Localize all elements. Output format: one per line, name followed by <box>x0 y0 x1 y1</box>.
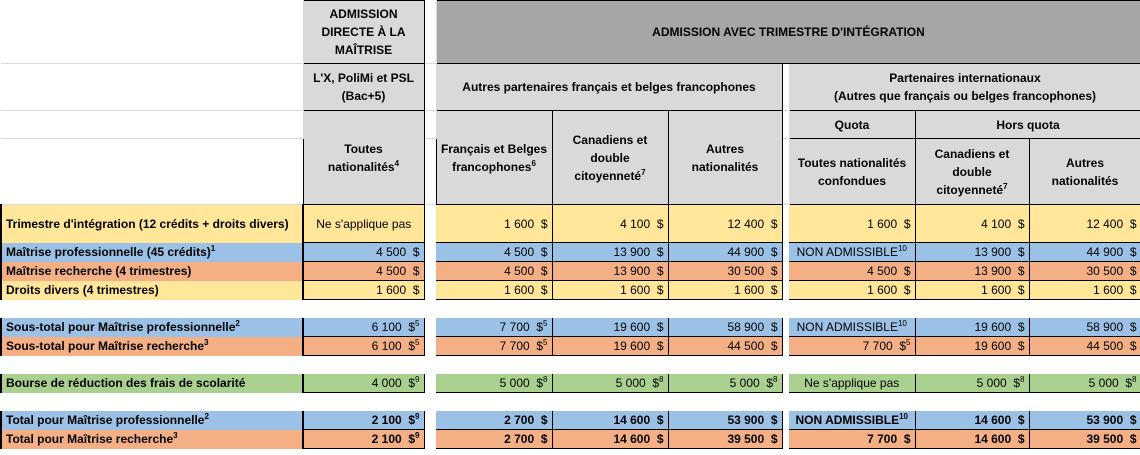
empty-cell <box>789 300 915 318</box>
spacer-cell <box>424 111 436 139</box>
cell-value: 1 600 $ <box>504 283 548 297</box>
spacer-cell <box>782 111 789 139</box>
value-cell[interactable] <box>789 430 915 449</box>
gap-row <box>1 393 1140 411</box>
spacer-cell <box>782 318 789 337</box>
value-cell[interactable] <box>668 411 782 430</box>
canadiens-double-label: Canadiens et double citoyenneté <box>572 132 648 183</box>
cell-value: 1 600 $ <box>1093 283 1137 297</box>
francais-belges-label: Français et Belges francophones <box>440 141 548 174</box>
footnote-ref: 2 <box>235 319 240 328</box>
spacer-cell <box>424 1 436 64</box>
spacer-cell <box>782 430 789 449</box>
value-cell[interactable] <box>668 374 782 393</box>
spacer-cell <box>424 337 436 356</box>
header-canadiens-double-2[interactable] <box>915 139 1029 205</box>
spacer-cell <box>782 243 789 262</box>
row-label[interactable] <box>1 337 303 356</box>
value-cell[interactable] <box>1029 205 1140 243</box>
cell-value: 5 000 $ <box>1088 375 1133 390</box>
value-cell[interactable] <box>668 262 782 281</box>
cell-value: 7 700 $ <box>862 339 907 353</box>
empty-cell <box>436 300 552 318</box>
spacer-cell <box>424 139 436 205</box>
cell-value: 53 900 $ <box>1086 412 1137 427</box>
footnote-ref: 4 <box>394 158 400 168</box>
value-cell[interactable] <box>436 318 552 337</box>
row-label-text: Droits divers (4 trimestres) <box>6 283 159 297</box>
cell-value: 1 600 $ <box>504 216 548 231</box>
row-label[interactable] <box>1 430 303 449</box>
footnote-ref: 5 <box>543 318 548 328</box>
value-cell[interactable] <box>915 205 1029 243</box>
row-label[interactable] <box>1 243 303 262</box>
row-label[interactable] <box>1 411 303 430</box>
cell-value: 30 500 $ <box>1086 264 1137 278</box>
cell-value: 1 600 $ <box>981 283 1025 297</box>
gap-row <box>1 300 1140 318</box>
gap-row <box>1 356 1140 374</box>
footnote-ref: 9 <box>415 431 420 440</box>
cell-value: 5 000 $ <box>615 375 660 390</box>
value-cell[interactable] <box>303 262 424 281</box>
row-label-text: Total pour Maîtrise recherche <box>6 432 174 446</box>
cell-value: 1 600 $ <box>620 283 664 297</box>
toutes-nationalites-label: Toutes nationalités <box>327 141 395 174</box>
cell-value: 44 500 $ <box>727 339 778 353</box>
spacer-cell <box>424 262 436 281</box>
cell-value: 4 500 $ <box>867 264 911 278</box>
value-cell[interactable] <box>552 411 668 430</box>
spacer-cell <box>424 430 436 449</box>
cell-value: 14 600 $ <box>613 432 664 446</box>
row-label[interactable] <box>1 205 303 243</box>
spacer-cell <box>782 64 789 111</box>
value-cell[interactable] <box>436 374 552 393</box>
value-cell[interactable] <box>436 281 552 300</box>
value-cell[interactable] <box>303 430 424 449</box>
footnote-ref: 7 <box>641 167 646 177</box>
empty-cell <box>303 393 424 411</box>
footnote-ref: 8 <box>659 374 664 384</box>
footnote-ref: 8 <box>1020 374 1025 384</box>
empty-cell <box>1 356 303 374</box>
value-cell[interactable] <box>789 243 915 262</box>
empty-cell <box>782 393 789 411</box>
cell-value: 14 600 $ <box>613 412 664 427</box>
cell-value: NON ADMISSIBLE <box>796 319 898 334</box>
empty-cell <box>424 300 436 318</box>
value-cell[interactable] <box>789 411 915 430</box>
value-cell[interactable] <box>303 318 424 337</box>
value-cell[interactable] <box>789 318 915 337</box>
value-cell[interactable] <box>668 205 782 243</box>
cell-value: NON ADMISSIBLE <box>795 412 900 427</box>
row-label-text: Sous-total pour Maîtrise recherche <box>6 339 205 353</box>
value-cell[interactable] <box>789 205 915 243</box>
cell-value: 53 900 $ <box>727 412 778 427</box>
empty-cell <box>668 356 782 374</box>
footnote-ref: 2 <box>204 412 209 421</box>
header-canadiens-double[interactable] <box>552 111 668 205</box>
value-cell[interactable] <box>552 374 668 393</box>
footnote-ref: 3 <box>204 338 209 347</box>
empty-cell <box>436 356 552 374</box>
value-cell[interactable] <box>303 205 424 243</box>
header-francais-belges[interactable] <box>436 111 552 205</box>
value-cell[interactable] <box>668 430 782 449</box>
header-admission-directe[interactable]: ADMISSION DIRECTE À LA MAÎTRISE <box>303 1 424 64</box>
row-label[interactable] <box>1 318 303 337</box>
value-cell[interactable] <box>436 243 552 262</box>
empty-cell <box>668 393 782 411</box>
cell-value: 2 700 $ <box>504 412 548 427</box>
value-cell[interactable] <box>303 337 424 356</box>
spacer-cell <box>424 205 436 243</box>
empty-cell[interactable] <box>1 139 303 205</box>
header-partenaires-internationaux[interactable] <box>789 64 1140 111</box>
table-row <box>1 281 1140 300</box>
empty-cell[interactable] <box>1 64 303 111</box>
row-label-text: Sous-total pour Maîtrise professionnelle <box>6 320 236 334</box>
canadiens-double-2-label: Canadiens et double citoyenneté <box>934 146 1010 197</box>
value-cell[interactable] <box>915 430 1029 449</box>
cell-value: 58 900 $ <box>727 319 778 334</box>
value-cell[interactable] <box>436 411 552 430</box>
header-hors-quota[interactable]: Hors quota <box>915 111 1140 139</box>
value-cell[interactable] <box>552 205 668 243</box>
cell-value: 7 700 $ <box>499 319 544 334</box>
value-cell[interactable] <box>552 430 668 449</box>
spacer-cell <box>782 205 789 243</box>
cell-value: 4 500 $ <box>504 264 548 278</box>
header-admission-trimestre[interactable]: ADMISSION AVEC TRIMESTRE D'INTÉGRATION <box>436 1 1140 64</box>
cell-value: 44 500 $ <box>1086 339 1137 353</box>
cell-value: 4 500 $ <box>376 264 420 278</box>
empty-cell <box>789 393 915 411</box>
cell-value: 1 600 $ <box>867 283 911 297</box>
cell-value: 58 900 $ <box>1086 319 1137 334</box>
value-cell[interactable] <box>303 411 424 430</box>
value-cell[interactable] <box>915 337 1029 356</box>
empty-cell <box>303 356 424 374</box>
empty-cell <box>1029 393 1140 411</box>
cell-value: 12 400 $ <box>1086 216 1137 231</box>
cell-value: 19 600 $ <box>974 319 1025 334</box>
value-cell[interactable] <box>915 243 1029 262</box>
table-row <box>1 430 1140 449</box>
empty-cell <box>303 300 424 318</box>
empty-cell <box>424 356 436 374</box>
value-cell[interactable] <box>552 337 668 356</box>
cell-value: Ne s'applique pas <box>804 375 900 390</box>
empty-cell <box>1029 356 1140 374</box>
cell-value: 4 500 $ <box>504 245 548 259</box>
value-cell[interactable] <box>303 374 424 393</box>
footnote-ref: 8 <box>1132 374 1137 384</box>
cell-value: 19 600 $ <box>613 339 664 353</box>
empty-cell <box>552 393 668 411</box>
value-cell[interactable] <box>1029 243 1140 262</box>
table-row <box>1 374 1140 393</box>
value-cell[interactable] <box>436 337 552 356</box>
cell-value: 1 600 $ <box>734 283 778 297</box>
value-cell[interactable] <box>1029 411 1140 430</box>
partenaires-internationaux-sub: (Autres que français ou belges francophones) <box>833 89 1097 103</box>
cell-value: 1 600 $ <box>376 283 420 297</box>
value-cell[interactable] <box>789 374 915 393</box>
spacer-cell <box>424 281 436 300</box>
footnote-ref: 9 <box>415 411 420 421</box>
cell-value: 14 600 $ <box>974 432 1025 446</box>
empty-cell <box>552 300 668 318</box>
value-cell[interactable] <box>552 262 668 281</box>
footnote-ref: 9 <box>415 374 420 384</box>
row-label-text: Total pour Maîtrise professionnelle <box>6 413 205 427</box>
footnote-ref: 5 <box>415 318 420 328</box>
header-autres-nationalites[interactable]: Autres nationalités <box>668 111 782 205</box>
value-cell[interactable] <box>1029 318 1140 337</box>
table-row <box>1 318 1140 337</box>
table-row <box>1 337 1140 356</box>
empty-cell[interactable] <box>1 111 303 139</box>
table-row <box>1 411 1140 430</box>
value-cell[interactable] <box>789 281 915 300</box>
header-lx-polimi[interactable]: L'X, PoliMi et PSL (Bac+5) <box>303 64 424 111</box>
empty-cell <box>915 300 1029 318</box>
value-cell[interactable] <box>915 262 1029 281</box>
cell-value: 12 400 $ <box>727 216 778 231</box>
spacer-cell <box>782 281 789 300</box>
cell-value: 39 500 $ <box>727 432 778 446</box>
value-cell[interactable] <box>436 430 552 449</box>
value-cell[interactable] <box>789 337 915 356</box>
value-cell[interactable] <box>436 205 552 243</box>
value-cell[interactable] <box>668 243 782 262</box>
cell-value: 4 000 $ <box>371 375 416 390</box>
row-label-text: Maîtrise professionnelle (45 crédits) <box>6 245 211 259</box>
header-autres-nationalites-2[interactable]: Autres nationalités <box>1029 139 1140 205</box>
value-cell[interactable] <box>303 243 424 262</box>
spacer-cell <box>782 139 789 205</box>
spacer-cell <box>424 243 436 262</box>
cell-value: 13 900 $ <box>974 245 1025 259</box>
empty-cell <box>782 300 789 318</box>
empty-cell <box>552 356 668 374</box>
partenaires-internationaux-title: Partenaires internationaux <box>889 71 1041 85</box>
cell-value: 2 100 $ <box>371 432 416 446</box>
empty-cell <box>915 356 1029 374</box>
cell-value: 1 600 $ <box>867 216 911 231</box>
footnote-ref: 8 <box>773 374 778 384</box>
value-cell[interactable] <box>668 337 782 356</box>
spacer-cell <box>782 374 789 393</box>
table-row <box>1 205 1140 243</box>
spacer-cell <box>782 262 789 281</box>
value-cell[interactable] <box>1029 262 1140 281</box>
footnote-ref: 10 <box>899 411 908 421</box>
empty-cell <box>668 300 782 318</box>
spacer-cell <box>424 374 436 393</box>
cell-value: 19 600 $ <box>974 339 1025 353</box>
header-toutes-confondues[interactable]: Toutes nationalités confondues <box>789 139 915 205</box>
empty-cell <box>1 300 303 318</box>
value-cell[interactable] <box>915 318 1029 337</box>
footnote-ref: 3 <box>173 431 178 440</box>
cell-value: 5 000 $ <box>976 375 1021 390</box>
empty-cell[interactable] <box>1 1 303 64</box>
footnote-ref: 10 <box>897 318 907 328</box>
row-label[interactable] <box>1 281 303 300</box>
cell-value: 13 900 $ <box>613 264 664 278</box>
value-cell[interactable] <box>1029 337 1140 356</box>
row-label[interactable] <box>1 374 303 393</box>
value-cell[interactable] <box>915 281 1029 300</box>
value-cell[interactable] <box>668 318 782 337</box>
cell-value: 6 100 $ <box>371 339 416 353</box>
spacer-cell <box>424 318 436 337</box>
empty-cell <box>782 356 789 374</box>
footnote-ref: 1 <box>210 244 216 253</box>
cell-value: 13 900 $ <box>613 245 664 259</box>
footnote-ref: 10 <box>897 244 907 253</box>
cell-value: 13 900 $ <box>974 264 1025 278</box>
cell-value: 2 700 $ <box>504 432 548 446</box>
cell-value: 30 500 $ <box>727 264 778 278</box>
cell-value: 44 900 $ <box>727 245 778 259</box>
table-row <box>1 262 1140 281</box>
empty-cell <box>789 356 915 374</box>
value-cell[interactable] <box>552 281 668 300</box>
cell-value: 6 100 $ <box>371 319 416 334</box>
value-cell[interactable] <box>789 262 915 281</box>
cell-value: 2 100 $ <box>371 412 416 427</box>
value-cell[interactable] <box>915 411 1029 430</box>
spacer-cell <box>782 411 789 430</box>
table-row <box>1 243 1140 262</box>
value-cell[interactable] <box>1029 430 1140 449</box>
value-cell[interactable] <box>915 374 1029 393</box>
cell-value: 5 000 $ <box>499 375 544 390</box>
row-label[interactable] <box>1 262 303 281</box>
header-toutes-nationalites[interactable] <box>303 111 424 205</box>
empty-cell <box>1 393 303 411</box>
footnote-ref: 6 <box>531 158 536 168</box>
value-cell[interactable] <box>436 262 552 281</box>
row-label-text: Trimestre d'intégration (12 crédits + droits divers) <box>6 216 289 231</box>
cell-value: Ne s'applique pas <box>316 216 412 231</box>
footnote-ref: 8 <box>543 374 548 384</box>
header-autres-partenaires[interactable]: Autres partenaires français et belges francophones <box>436 64 782 111</box>
cell-value: 19 600 $ <box>613 319 664 334</box>
cell-value: 39 500 $ <box>1086 432 1137 446</box>
cell-value: 4 100 $ <box>981 216 1025 231</box>
spacer-cell <box>424 411 436 430</box>
value-cell[interactable] <box>552 318 668 337</box>
value-cell[interactable] <box>1029 281 1140 300</box>
footnote-ref: 5 <box>415 338 420 347</box>
value-cell[interactable] <box>1029 374 1140 393</box>
cell-value: 7 700 $ <box>867 432 911 446</box>
cell-value: 44 900 $ <box>1086 245 1137 259</box>
spacer-cell <box>782 337 789 356</box>
empty-cell <box>424 393 436 411</box>
row-label-text: Maîtrise recherche (4 trimestres) <box>6 264 192 278</box>
value-cell[interactable] <box>303 281 424 300</box>
cell-value: 7 700 $ <box>499 339 544 353</box>
empty-cell <box>436 393 552 411</box>
footnote-ref: 7 <box>1003 181 1008 191</box>
header-quota[interactable]: Quota <box>789 111 915 139</box>
cell-value: 4 500 $ <box>376 245 420 259</box>
cell-value: 14 600 $ <box>974 412 1025 427</box>
cell-value: 5 000 $ <box>729 375 774 390</box>
footnote-ref: 5 <box>906 338 911 347</box>
value-cell[interactable] <box>552 243 668 262</box>
row-label-text: Bourse de réduction des frais de scolarité <box>6 376 246 390</box>
empty-cell <box>915 393 1029 411</box>
cell-value: 4 100 $ <box>620 216 664 231</box>
value-cell[interactable] <box>668 281 782 300</box>
empty-cell <box>1029 300 1140 318</box>
cell-value: NON ADMISSIBLE <box>796 245 898 259</box>
footnote-ref: 5 <box>543 338 548 347</box>
spacer-cell <box>424 64 436 111</box>
